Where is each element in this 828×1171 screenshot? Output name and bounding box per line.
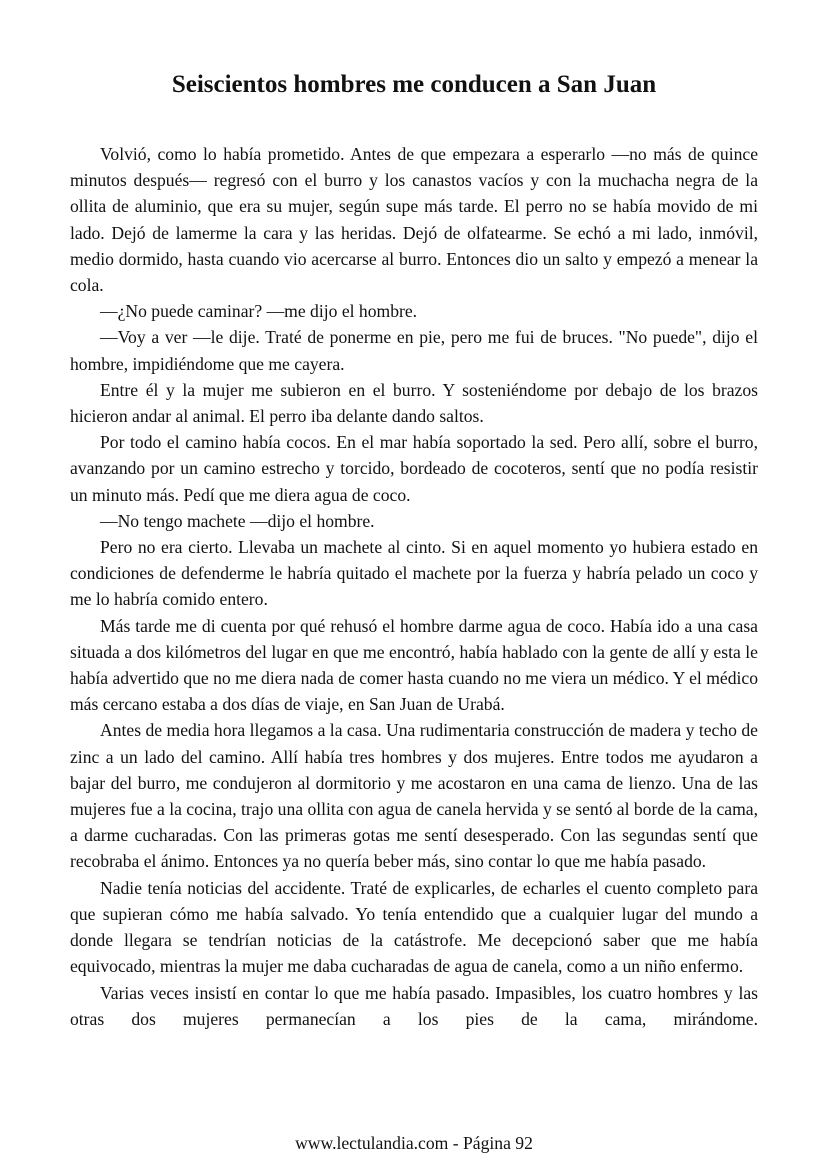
chapter-title: Seiscientos hombres me conducen a San Juan	[171, 71, 657, 98]
paragraph: Volvió, como lo había prometido. Antes de que empezara a esperarlo —no más de quince minutos después— regresó con el burro y los canastos vacíos y con la muchacha negra de la ollita de aluminio, que era su mujer, según supe más tarde. El perro no se había movido de mi lado. Dejó de lamerme la cara y las heridas. Dejó de olfatearme. Se echó a mi lado, inmóvil, medio dormido, hasta cuando vio acercarse al burro. Entonces dio un salto y empezó a menear la cola.	[70, 144, 758, 296]
paragraph: Pero no era cierto. Llevaba un machete al cinto. Si en aquel momento yo hubiera estado en condiciones de defenderme le habría quitado el machete por la fuerza y habría pelado un coco y me lo habría comido entero.	[70, 537, 758, 610]
paragraph: —¿No puede caminar? —me dijo el hombre.	[100, 301, 418, 322]
paragraph: —No tengo machete —dijo el hombre.	[100, 510, 375, 531]
paragraph: Varias veces insistí en contar lo que me había pasado. Impasibles, los cuatro hombres y las otras dos mujeres permanecían a los pies de la cama, mirándome.	[70, 982, 758, 1029]
footer-site: www.lectulandia.com	[295, 1133, 449, 1153]
chapter-body	[70, 141, 758, 1032]
paragraph: —Voy a ver —le dije. Traté de ponerme en pie, pero me fui de bruces. "No puede", dijo el hombre, impidiéndome que me cayera.	[70, 327, 758, 374]
footer-page-number: Página 92	[463, 1133, 533, 1153]
paragraph: Nadie tenía noticias del accidente. Traté de explicarles, de echarles el cuento completo para que supieran cómo me había salvado. Yo tenía entendido que a cualquier lugar del mundo a donde llegara se tendrían noticias de la catástrofe. Me decepcionó saber que me había equivocado, mientras la mujer me daba cucharadas de agua de canela, como a un niño enfermo.	[70, 877, 758, 977]
footer-separator: -	[448, 1133, 463, 1153]
paragraph: Entre él y la mujer me subieron en el burro. Y sosteniéndome por debajo de los brazos hicieron andar al animal. El perro iba delante dando saltos.	[70, 379, 758, 427]
page-footer	[0, 1131, 828, 1155]
paragraph: Antes de media hora llegamos a la casa. Una rudimentaria construcción de madera y techo de zinc a un lado del camino. Allí había tres hombres y dos mujeres. Entre todos me ayudaron a bajar del burro, me condujeron al dormitorio y me acostaron en una cama de lienzo. Una de las mujeres fue a la cocina, trajo una ollita con agua de canela hervida y se sentó al borde de la cama, a darme cucharadas. Con las primeras gotas me sentí desesperado. Con las segundas sentí que recobraba el ánimo. Entonces ya no quería beber más, sino contar lo que me había pasado.	[70, 720, 758, 872]
paragraph: Por todo el camino había cocos. En el mar había soportado la sed. Pero allí, sobre el burro, avanzando por un camino estrecho y torcido, bordeado de cocoteros, sentí que no podía resistir un minuto más. Pedí que me diera agua de coco.	[70, 432, 758, 505]
paragraph: Más tarde me di cuenta por qué rehusó el hombre darme agua de coco. Había ido a una casa situada a dos kilómetros del lugar en que me encontró, había hablado con la gente de allí y esta le había advertido que no me diera nada de comer hasta cuando no me viera un médico. Y el médico más cercano estaba a dos días de viaje, en San Juan de Urabá.	[70, 615, 759, 715]
